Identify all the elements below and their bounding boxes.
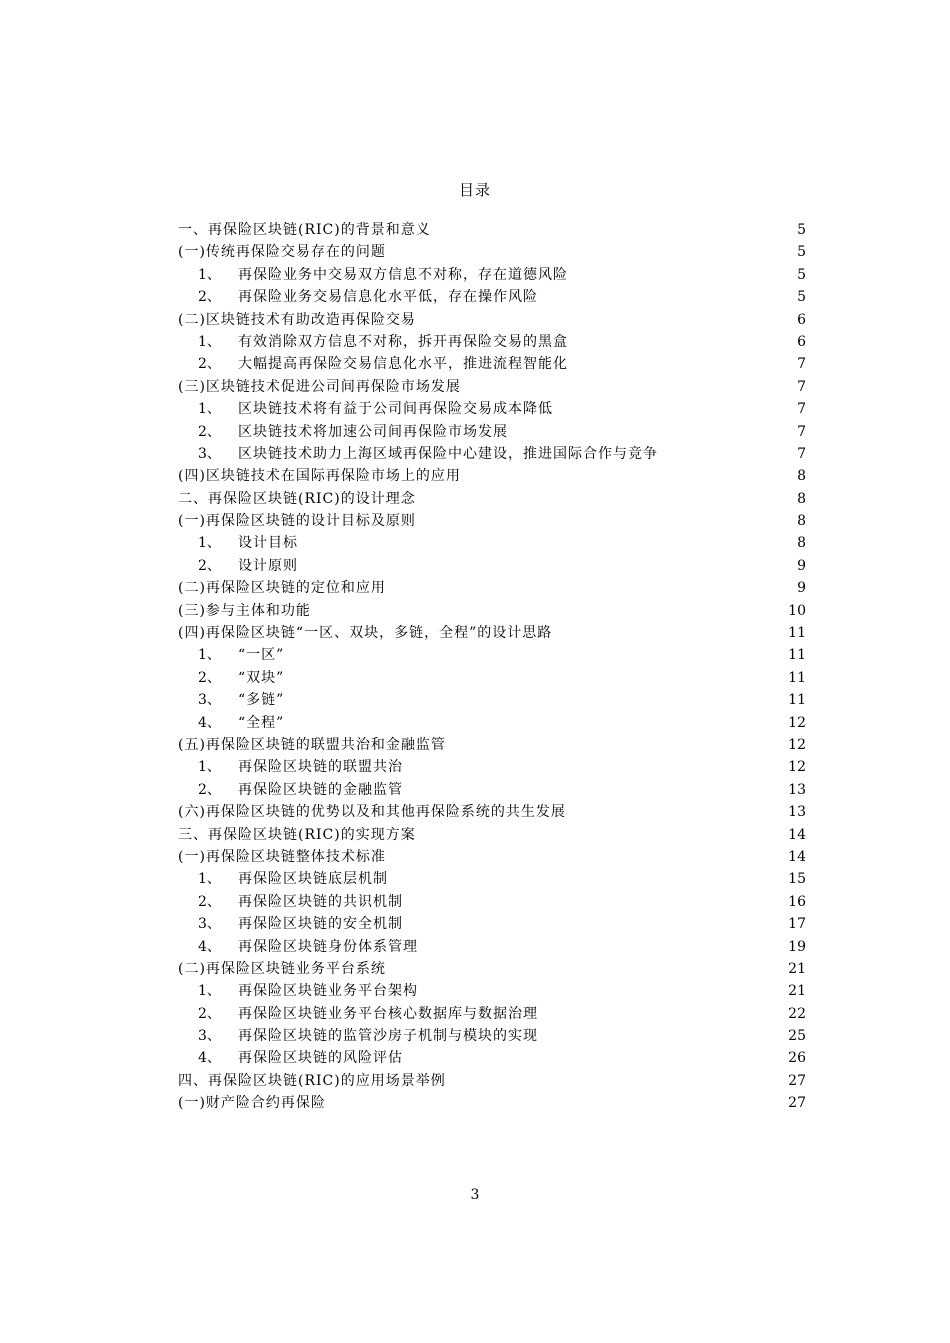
toc-entry-title: (二)再保险区块链的定位和应用 <box>178 580 386 597</box>
toc-entry-page: 12 <box>788 759 806 776</box>
toc-entry-page: 15 <box>788 871 806 888</box>
toc-entry-number: 2、 <box>198 289 221 306</box>
toc-entry-number: 1、 <box>198 871 221 888</box>
toc-entry[interactable] <box>178 465 806 487</box>
toc-entry-number: 2、 <box>198 557 221 574</box>
toc-entry-number: 1、 <box>198 535 221 552</box>
toc-entry-page: 8 <box>797 535 806 552</box>
toc-entry-number: 1、 <box>198 401 221 418</box>
toc-entry-number: 3、 <box>198 1028 221 1045</box>
toc-entry[interactable] <box>178 868 806 890</box>
toc-entry-page: 14 <box>788 848 806 865</box>
toc-entry-number: 1、 <box>198 333 221 350</box>
toc-entry-title: 再保险区块链底层机制 <box>238 871 388 888</box>
toc-entry[interactable] <box>178 577 806 599</box>
toc-entry-page: 8 <box>797 513 806 530</box>
toc-entry-page: 7 <box>797 423 806 440</box>
toc-entry[interactable] <box>178 824 806 846</box>
table-of-contents <box>178 219 806 1115</box>
toc-entry[interactable] <box>178 779 806 801</box>
toc-entry-page: 16 <box>788 893 806 910</box>
toc-entry[interactable] <box>178 846 806 868</box>
toc-entry[interactable] <box>178 376 806 398</box>
toc-entry-title: 大幅提高再保险交易信息化水平，推进流程智能化 <box>238 356 568 373</box>
toc-entry-title: 再保险区块链身份体系管理 <box>238 938 418 955</box>
toc-entry-title: 区块链技术将有益于公司间再保险交易成本降低 <box>238 401 553 418</box>
toc-entry-title: (三)区块链技术促进公司间再保险市场发展 <box>178 378 461 395</box>
toc-entry-page: 14 <box>788 826 806 843</box>
toc-entry[interactable] <box>178 488 806 510</box>
toc-entry-title: (一)传统再保险交易存在的问题 <box>178 244 386 261</box>
toc-entry-title: (一)财产险合约再保险 <box>178 1095 326 1112</box>
toc-entry[interactable] <box>178 913 806 935</box>
toc-entry[interactable] <box>178 219 806 241</box>
toc-entry[interactable] <box>178 309 806 331</box>
toc-entry-title: 再保险业务交易信息化水平低，存在操作风险 <box>238 289 538 306</box>
toc-entry-title: “全程” <box>238 714 285 731</box>
toc-entry-page: 6 <box>797 311 806 328</box>
toc-entry-title: (四)再保险区块链“一区、双块，多链，全程”的设计思路 <box>178 625 553 642</box>
toc-entry-title: (五)再保险区块链的联盟共治和金融监管 <box>178 736 446 753</box>
toc-entry-title: (一)再保险区块链的设计目标及原则 <box>178 513 416 530</box>
toc-entry-page: 8 <box>797 468 806 485</box>
toc-entry[interactable] <box>178 980 806 1002</box>
toc-entry[interactable] <box>178 801 806 823</box>
toc-entry-page: 12 <box>788 736 806 753</box>
toc-entry[interactable] <box>178 555 806 577</box>
toc-entry-page: 27 <box>788 1095 806 1112</box>
toc-entry[interactable] <box>178 398 806 420</box>
toc-entry[interactable] <box>178 600 806 622</box>
toc-entry-page: 5 <box>797 266 806 283</box>
toc-entry[interactable] <box>178 936 806 958</box>
toc-entry[interactable] <box>178 1092 806 1114</box>
toc-entry-title: “双块” <box>238 669 285 686</box>
toc-entry-page: 7 <box>797 356 806 373</box>
toc-entry-page: 10 <box>788 602 806 619</box>
toc-entry[interactable] <box>178 241 806 263</box>
toc-entry-page: 19 <box>788 938 806 955</box>
toc-entry-number: 3、 <box>198 445 221 462</box>
toc-entry-title: 再保险区块链的联盟共治 <box>238 759 403 776</box>
toc-entry-title: 再保险区块链的监管沙房子机制与模块的实现 <box>238 1028 538 1045</box>
toc-entry-title: 一、再保险区块链(RIC)的背景和意义 <box>178 222 431 238</box>
toc-entry-number: 4、 <box>198 714 221 731</box>
toc-entry[interactable] <box>178 734 806 756</box>
toc-entry-number: 4、 <box>198 938 221 955</box>
toc-entry-page: 9 <box>797 580 806 597</box>
toc-entry[interactable] <box>178 510 806 532</box>
toc-entry-title: (三)参与主体和功能 <box>178 602 311 619</box>
toc-entry[interactable] <box>178 421 806 443</box>
toc-entry-title: 再保险区块链业务平台架构 <box>238 983 418 1000</box>
toc-entry[interactable] <box>178 1047 806 1069</box>
toc-entry[interactable] <box>178 712 806 734</box>
toc-entry-page: 11 <box>788 692 806 709</box>
toc-entry-title: (二)区块链技术有助改造再保险交易 <box>178 311 416 328</box>
toc-entry-number: 3、 <box>198 692 221 709</box>
toc-entry-title: 四、再保险区块链(RIC)的应用场景举例 <box>178 1072 446 1089</box>
toc-entry[interactable] <box>178 891 806 913</box>
toc-entry-number: 2、 <box>198 893 221 910</box>
toc-entry-number: 2、 <box>198 669 221 686</box>
toc-entry-page: 7 <box>797 378 806 395</box>
toc-entry[interactable] <box>178 264 806 286</box>
toc-entry-page: 5 <box>797 244 806 261</box>
toc-entry-number: 2、 <box>198 356 221 373</box>
toc-entry-title: 再保险业务中交易双方信息不对称，存在道德风险 <box>238 266 568 283</box>
toc-entry-number: 4、 <box>198 1050 221 1067</box>
toc-entry-page: 12 <box>788 714 806 731</box>
toc-entry-title: 二、再保险区块链(RIC)的设计理念 <box>178 490 416 507</box>
toc-entry-title: 三、再保险区块链(RIC)的实现方案 <box>178 826 416 843</box>
toc-entry-page: 13 <box>788 804 806 821</box>
toc-entry-title: (一)再保险区块链整体技术标准 <box>178 848 386 865</box>
toc-entry-number: 1、 <box>198 759 221 776</box>
toc-entry[interactable] <box>178 532 806 554</box>
toc-entry-number: 2、 <box>198 781 221 798</box>
toc-entry-page: 6 <box>797 333 806 350</box>
toc-entry-title: 再保险区块链的风险评估 <box>238 1050 403 1067</box>
toc-entry-title: 区块链技术将加速公司间再保险市场发展 <box>238 423 508 440</box>
toc-entry-page: 21 <box>788 983 806 1000</box>
toc-entry-page: 9 <box>797 557 806 574</box>
toc-entry-page: 11 <box>788 647 806 664</box>
toc-entry-page: 7 <box>797 401 806 418</box>
toc-entry-number: 1、 <box>198 266 221 283</box>
toc-entry-title: (四)区块链技术在国际再保险市场上的应用 <box>178 468 461 485</box>
toc-entry-number: 1、 <box>198 983 221 1000</box>
toc-entry-page: 17 <box>788 916 806 933</box>
toc-entry-title: 再保险区块链的安全机制 <box>238 916 403 933</box>
toc-entry-page: 8 <box>797 490 806 507</box>
toc-entry-title: 再保险区块链的金融监管 <box>238 781 403 798</box>
toc-entry-title: 再保险区块链业务平台核心数据库与数据治理 <box>238 1005 538 1022</box>
toc-title: 目录 <box>458 181 491 199</box>
toc-entry[interactable] <box>178 756 806 778</box>
toc-entry-page: 22 <box>788 1005 806 1022</box>
toc-entry[interactable] <box>178 443 806 465</box>
toc-entry-number: 1、 <box>198 647 221 664</box>
toc-entry[interactable] <box>178 1003 806 1025</box>
toc-entry-title: 设计原则 <box>238 557 298 574</box>
toc-entry-title: 区块链技术助力上海区域再保险中心建设，推进国际合作与竞争 <box>238 445 658 462</box>
toc-entry-page: 21 <box>788 960 806 977</box>
toc-entry[interactable] <box>178 353 806 375</box>
toc-entry-title: “一区” <box>238 647 285 664</box>
toc-entry[interactable] <box>178 644 806 666</box>
toc-entry[interactable] <box>178 1070 806 1092</box>
toc-entry-page: 25 <box>788 1028 806 1045</box>
toc-entry-title: 设计目标 <box>238 535 298 552</box>
toc-entry-page: 5 <box>797 222 806 238</box>
toc-entry-page: 7 <box>797 445 806 462</box>
toc-entry-number: 2、 <box>198 1005 221 1022</box>
toc-entry-page: 27 <box>788 1072 806 1089</box>
toc-entry-page: 11 <box>788 669 806 686</box>
toc-entry[interactable] <box>178 331 806 353</box>
toc-entry-page: 5 <box>797 289 806 306</box>
toc-entry-page: 26 <box>788 1050 806 1067</box>
toc-entry-title: (六)再保险区块链的优势以及和其他再保险系统的共生发展 <box>178 804 566 821</box>
toc-entry-title: (二)再保险区块链业务平台系统 <box>178 960 386 977</box>
toc-entry[interactable] <box>178 689 806 711</box>
toc-entry[interactable] <box>178 667 806 689</box>
toc-entry-page: 13 <box>788 781 806 798</box>
toc-entry-number: 2、 <box>198 423 221 440</box>
toc-entry-title: “多链” <box>238 692 285 709</box>
toc-entry-number: 3、 <box>198 916 221 933</box>
toc-entry-title: 再保险区块链的共识机制 <box>238 893 403 910</box>
toc-entry-title: 有效消除双方信息不对称，拆开再保险交易的黑盒 <box>238 333 568 350</box>
toc-entry[interactable] <box>178 286 806 308</box>
toc-entry[interactable] <box>178 1025 806 1047</box>
page-number: 3 <box>470 1187 480 1203</box>
toc-entry[interactable] <box>178 958 806 980</box>
toc-entry-page: 11 <box>788 625 806 642</box>
toc-entry[interactable] <box>178 622 806 644</box>
